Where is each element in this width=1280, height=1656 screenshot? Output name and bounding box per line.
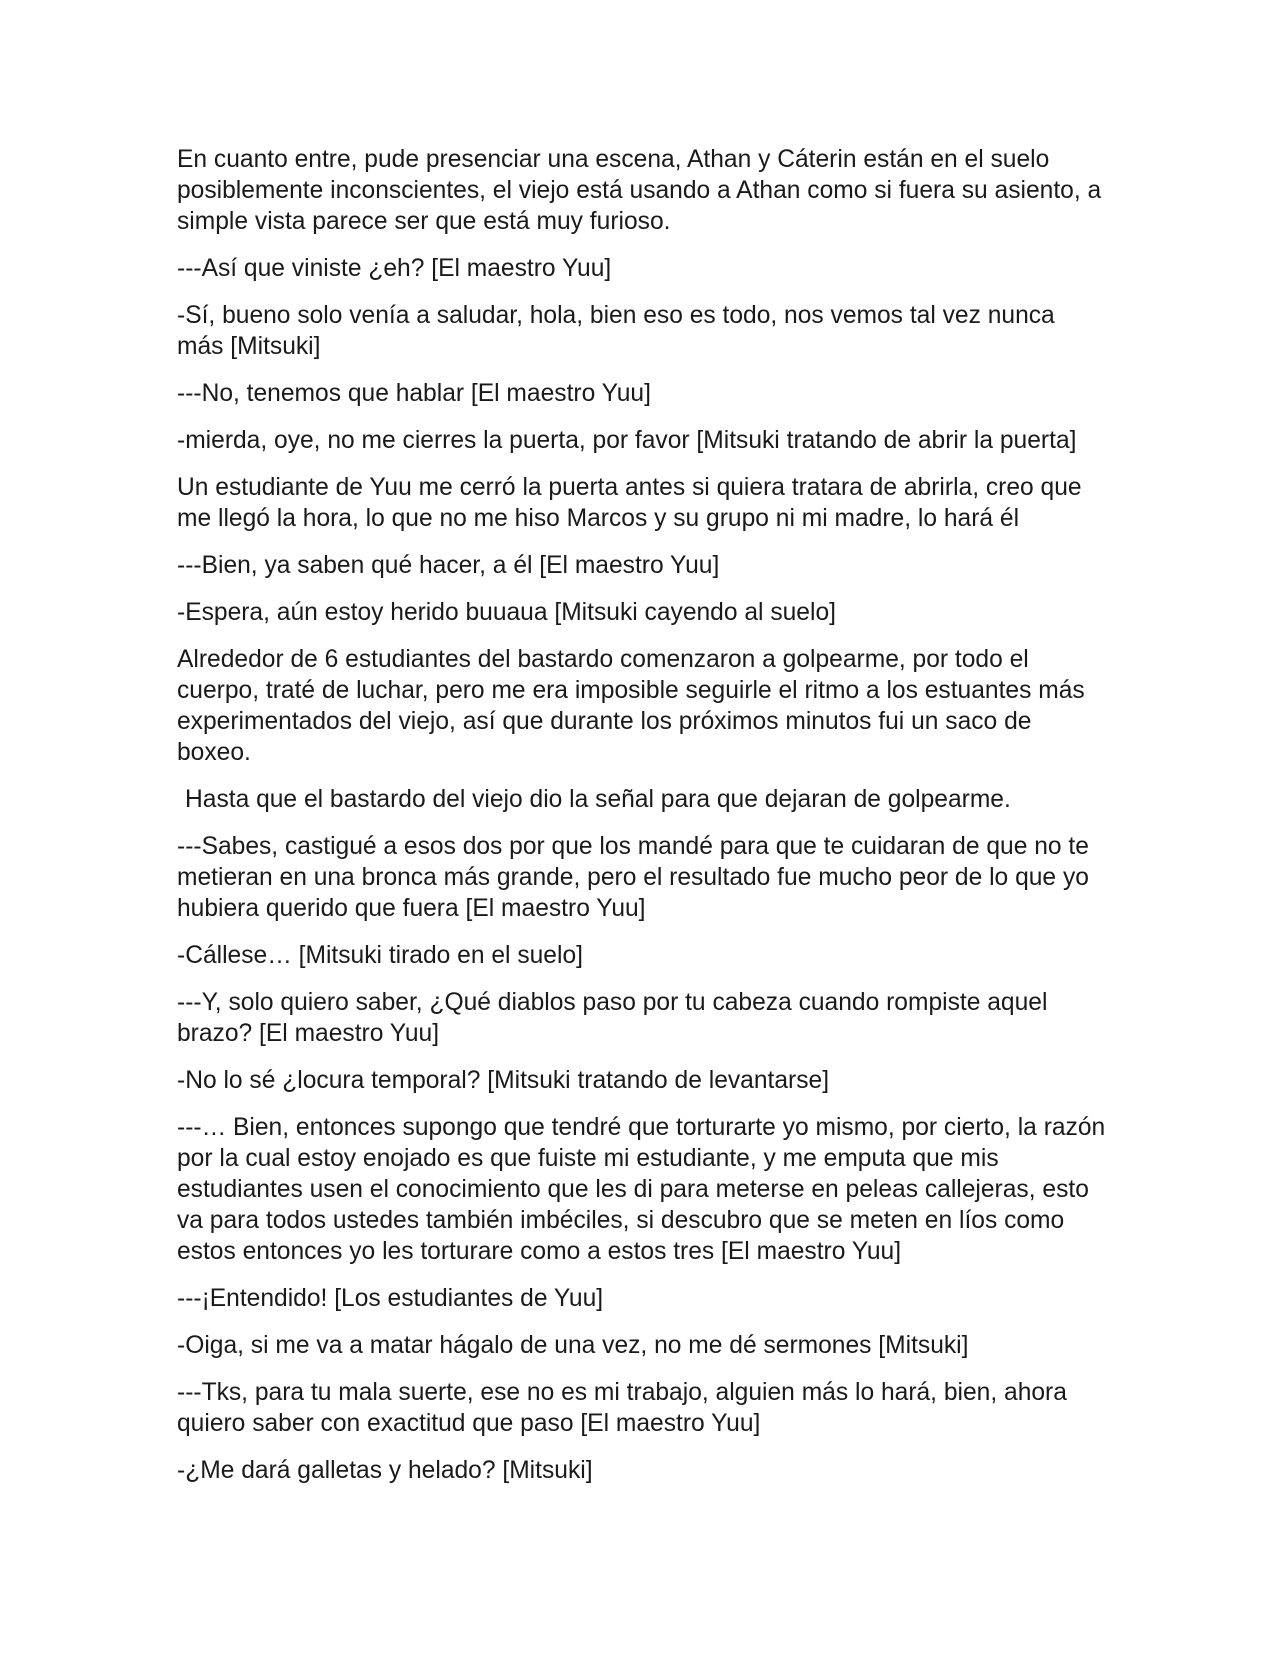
paragraph-dialogue: ---Bien, ya saben qué hacer, a él [El maestro Yuu] (177, 552, 720, 579)
paragraph-dialogue: ---Y, solo quiero saber, ¿Qué diablos paso por tu cabeza cuando rompiste aquel brazo? [El maestro Yuu] (177, 989, 1048, 1047)
paragraph-narration: En cuanto entre, pude presenciar una escena, Athan y Cáterin están en el suelo posiblemente inconscientes, el viejo está usando a Athan como si fuera su asiento, a simple vista parece ser que está muy furioso. (177, 146, 1102, 235)
paragraph-dialogue: -Oiga, si me va a matar hágalo de una vez, no me dé sermones [Mitsuki] (177, 1332, 969, 1359)
document-body (177, 144, 1107, 1502)
paragraph-dialogue: -Sí, bueno solo venía a saludar, hola, bien eso es todo, nos vemos tal vez nunca más [Mitsuki] (177, 302, 1055, 360)
paragraph-dialogue: ---Sabes, castigué a esos dos por que los mandé para que te cuidaran de que no te metieran en una bronca más grande, pero el resultado fue mucho peor de lo que yo hubiera querido que fuera [El maestro Yuu] (177, 833, 1089, 922)
paragraph-dialogue: ---No, tenemos que hablar [El maestro Yuu] (177, 380, 651, 407)
paragraph-dialogue: -No lo sé ¿locura temporal? [Mitsuki tratando de levantarse] (177, 1067, 830, 1094)
paragraph-narration: Alrededor de 6 estudiantes del bastardo comenzaron a golpearme, por todo el cuerpo, traté de luchar, pero me era imposible seguirle el ritmo a los estuantes más experimentados del viejo, así que durante los próximos minutos fui un saco de boxeo. (177, 646, 1085, 766)
paragraph-narration: Un estudiante de Yuu me cerró la puerta antes si quiera tratara de abrirla, creo que me llegó la hora, lo que no me hiso Marcos y su grupo ni mi madre, lo hará él (177, 474, 1082, 532)
paragraph-dialogue: -¿Me dará galletas y helado? [Mitsuki] (177, 1457, 593, 1484)
paragraph-dialogue: ---¡Entendido! [Los estudiantes de Yuu] (177, 1285, 604, 1312)
paragraph-dialogue: ---Tks, para tu mala suerte, ese no es mi trabajo, alguien más lo hará, bien, ahora quiero saber con exactitud que paso [El maestro Yuu] (177, 1379, 1067, 1437)
paragraph-dialogue: ---… Bien, entonces supongo que tendré que torturarte yo mismo, por cierto, la razón por la cual estoy enojado es que fuiste mi estudiante, y me emputa que mis estudiantes usen el conocimiento que les di para meterse en peleas callejeras, esto va para todos ustedes también imbéciles, si descubro que se meten en líos como estos entonces yo les torturare como a estos tres [El maestro Yuu] (177, 1114, 1106, 1265)
paragraph-dialogue: -Espera, aún estoy herido buuaua [Mitsuki cayendo al suelo] (177, 599, 836, 626)
paragraph-dialogue: -mierda, oye, no me cierres la puerta, por favor [Mitsuki tratando de abrir la puerta] (177, 427, 1077, 454)
paragraph-narration: Hasta que el bastardo del viejo dio la señal para que dejaran de golpearme. (185, 786, 1011, 813)
paragraph-dialogue: ---Así que viniste ¿eh? [El maestro Yuu] (177, 255, 612, 282)
paragraph-dialogue: -Cállese… [Mitsuki tirado en el suelo] (177, 942, 583, 969)
